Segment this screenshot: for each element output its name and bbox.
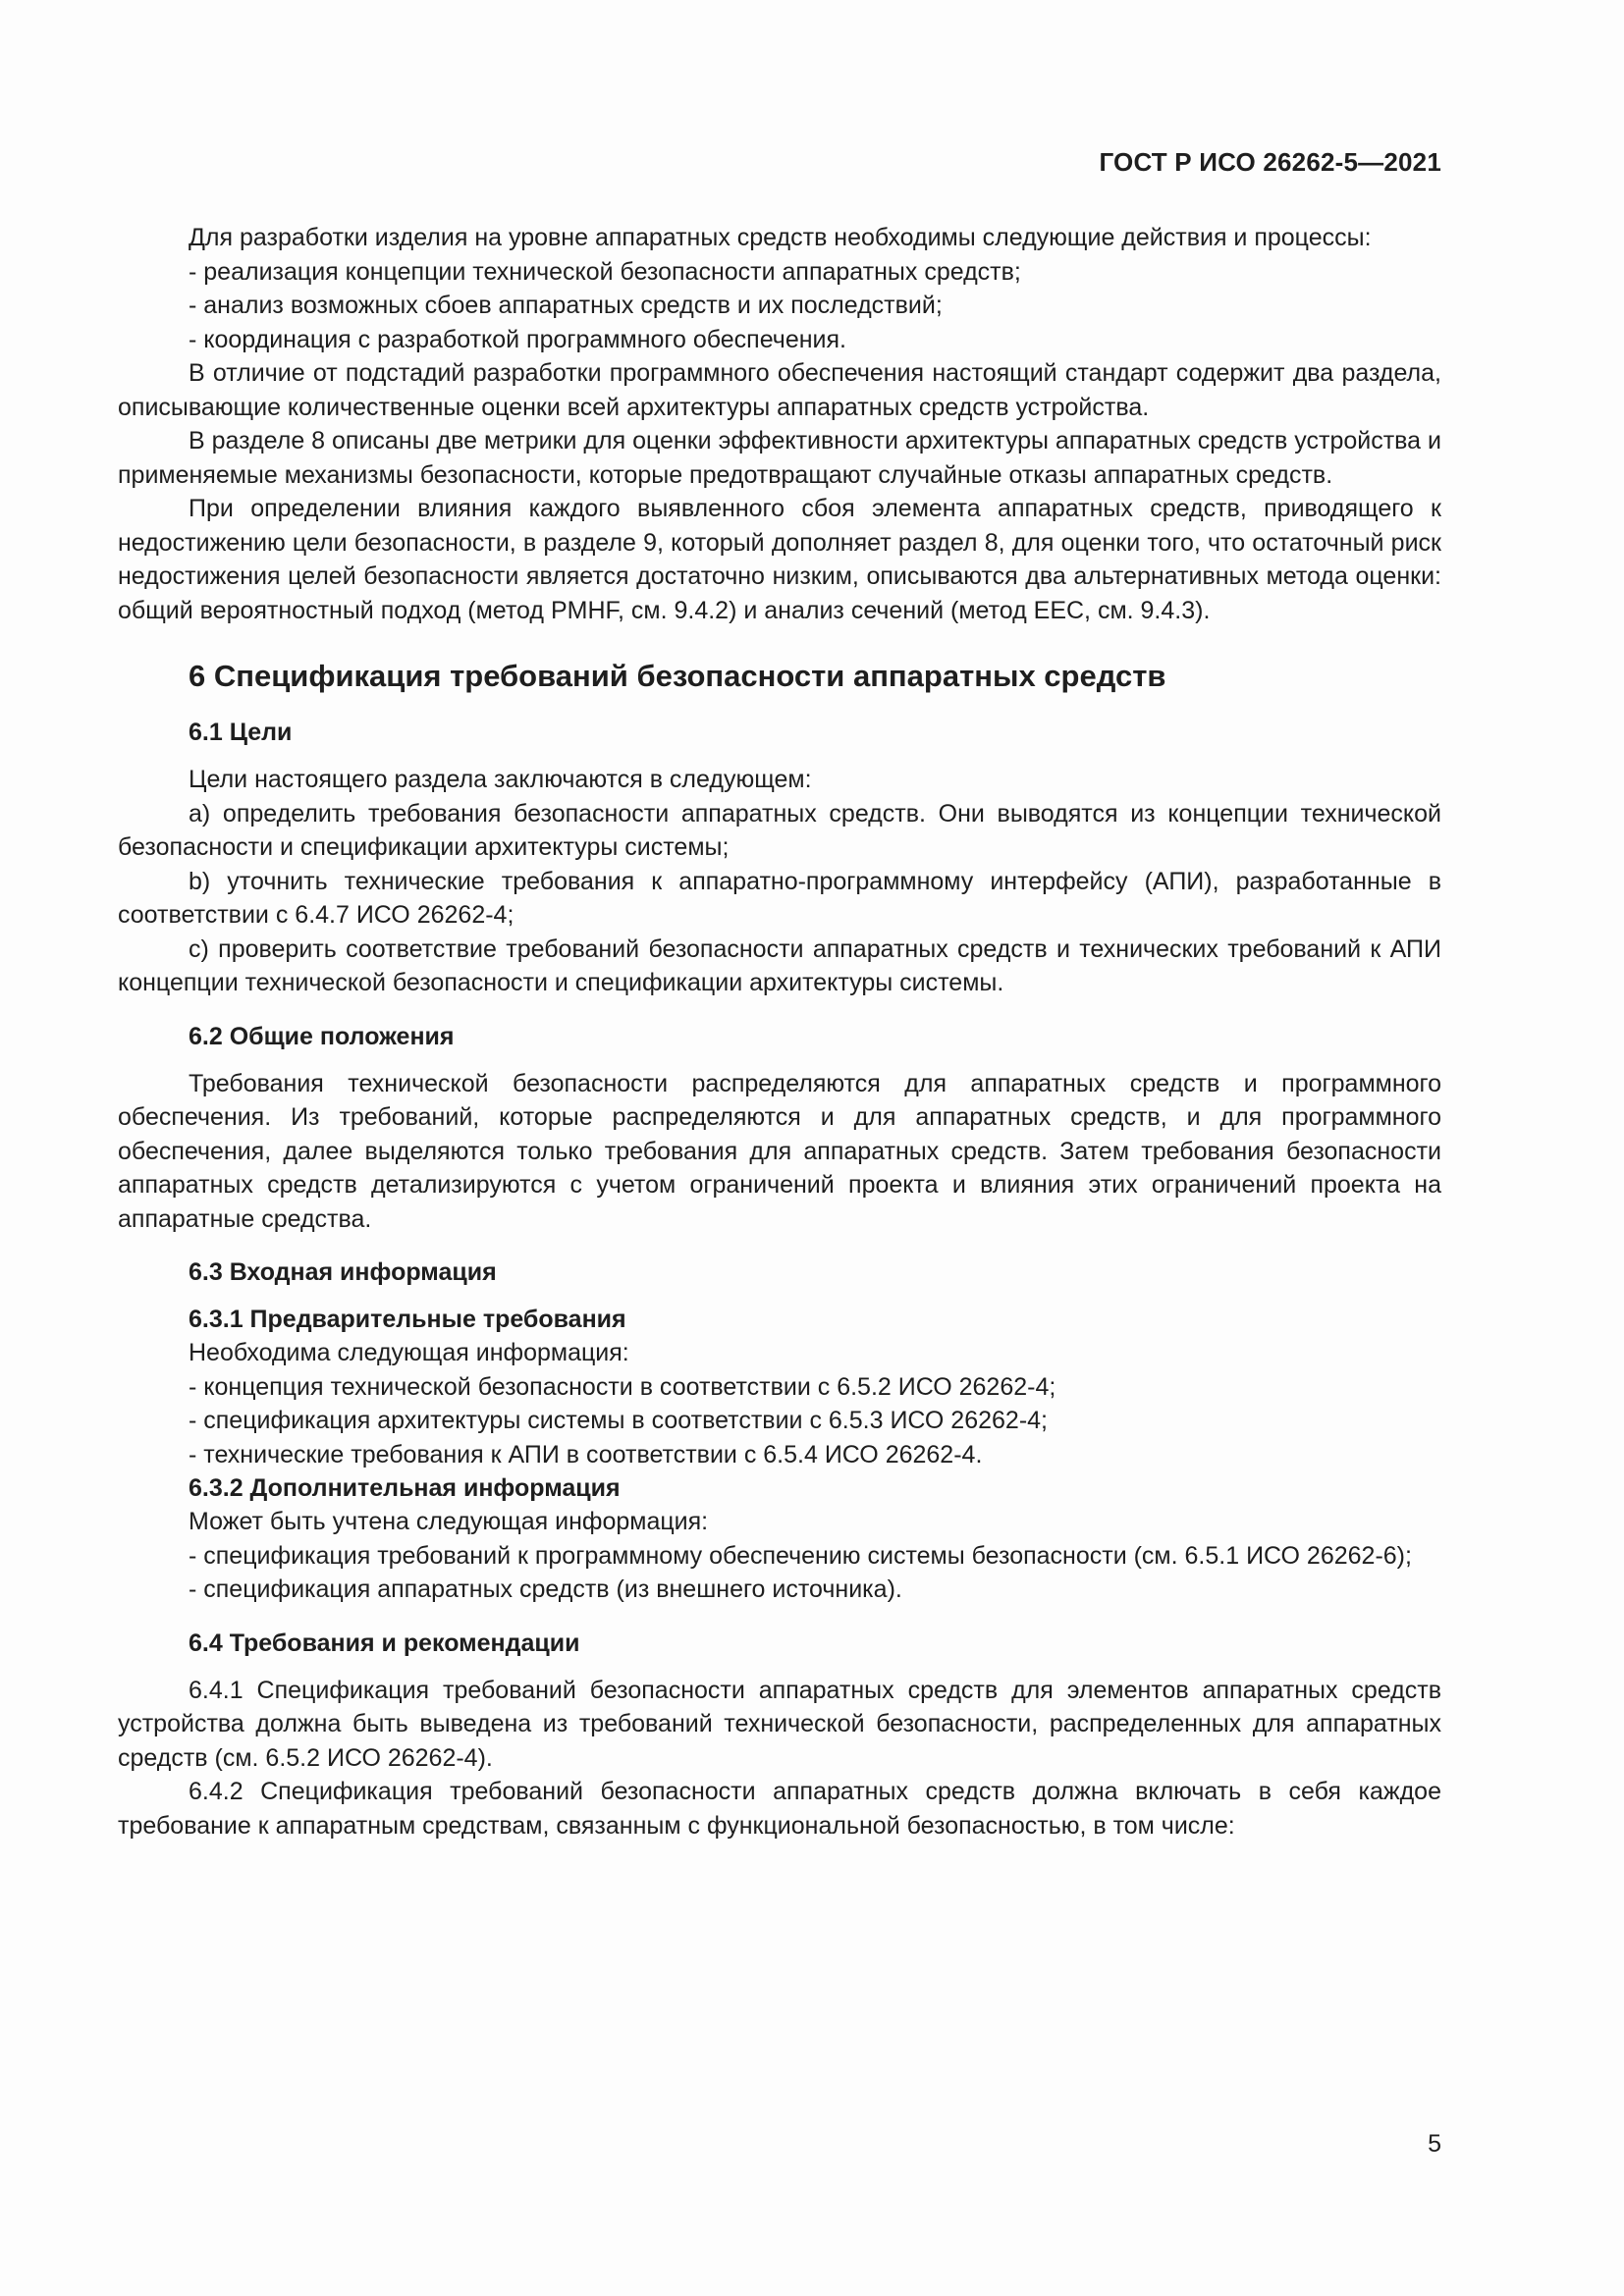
section-6-heading: 6 Спецификация требований безопасности аппаратных средств [189, 659, 1166, 693]
section-6-1-item-b: b) уточнить технические требования к аппаратно-программному интерфейсу (АПИ), разработанные в соответствии с 6.4.7 ИСО 26262-4; [118, 867, 1441, 929]
section-6-3-2-heading: 6.3.2 Дополнительная информация [189, 1474, 621, 1502]
page-content [118, 221, 1441, 1842]
section-6-3-1-item-2: - спецификация архитектуры системы в соответствии с 6.5.3 ИСО 26262-4; [189, 1407, 1048, 1434]
page-number: 5 [1428, 2130, 1441, 2158]
section-6-4-2-paragraph: 6.4.2 Спецификация требований безопасности аппаратных средств должна включать в себя каждое требование к аппаратным средствам, связанным с функциональной безопасностью, в том числе: [118, 1778, 1441, 1840]
section-6-3-2-item-1: - спецификация требований к программному обеспечению системы безопасности (см. 6.5.1 ИСО 26262-6); [189, 1541, 1412, 1570]
section-6-3-2-item-2: - спецификация аппаратных средств (из внешнего источника). [189, 1575, 902, 1603]
section-6-3-1-paragraph: Необходима следующая информация: [189, 1339, 629, 1366]
intro-list-item-1: - реализация концепции технической безопасности аппаратных средств; [189, 257, 1021, 286]
intro-list-item-3: - координация с разработкой программного обеспечения. [189, 325, 846, 353]
intro-list-item-2: - анализ возможных сбоев аппаратных средств и их последствий; [189, 292, 943, 319]
document-code-header: ГОСТ Р ИСО 26262-5—2021 [1099, 147, 1441, 177]
intro-paragraph-1: Для разработки изделия на уровне аппаратных средств необходимы следующие действия и процессы: [189, 224, 1372, 251]
section-6-3-1-item-3: - технические требования к АПИ в соответствии с 6.5.4 ИСО 26262-4. [189, 1440, 983, 1468]
intro-paragraph-2: В отличие от подстадий разработки программного обеспечения настоящий стандарт содержит два раздела, описывающие количественные оценки всей архитектуры аппаратных средств устройства. [118, 359, 1441, 421]
section-6-3-heading: 6.3 Входная информация [189, 1258, 497, 1286]
intro-paragraph-4: При определении влияния каждого выявленного сбоя элемента аппаратных средств, приводящего к недостижению цели безопасности, в разделе 9, который дополняет раздел 8, для оценки того, что остаточный риск недостижения целей безопасности является достаточно низким, описываются два альтернативных метода оценки: общий вероятностный подход (метод PMHF, см. 9.4.2) и анализ сечений (метод ЕЕС, см. 9.4.3). [118, 495, 1441, 624]
section-6-3-1-item-1: - концепция технической безопасности в соответствии с 6.5.2 ИСО 26262-4; [189, 1372, 1056, 1401]
section-6-2-heading: 6.2 Общие положения [189, 1022, 455, 1050]
section-6-3-2-paragraph: Может быть учтена следующая информация: [189, 1508, 709, 1535]
section-6-1-paragraph: Цели настоящего раздела заключаются в следующем: [189, 766, 812, 793]
section-6-3-1-heading: 6.3.1 Предварительные требования [189, 1306, 626, 1333]
section-6-4-heading: 6.4 Требования и рекомендации [189, 1629, 580, 1657]
intro-paragraph-3: В разделе 8 описаны две метрики для оценки эффективности архитектуры аппаратных средств устройства и применяемые механизмы безопасности, которые предотвращают случайные отказы аппаратных средств. [118, 427, 1441, 489]
section-6-4-1-paragraph: 6.4.1 Спецификация требований безопасности аппаратных средств для элементов аппаратных средств устройства должна быть выведена из требований технической безопасности, распределенных для аппаратных средств (см. 6.5.2 ИСО 26262-4). [118, 1676, 1441, 1772]
section-6-1-item-c: c) проверить соответствие требований безопасности аппаратных средств и технических требований к АПИ концепции технической безопасности и спецификации архитектуры системы. [118, 934, 1441, 996]
section-6-1-heading: 6.1 Цели [189, 719, 293, 746]
section-6-2-paragraph: Требования технической безопасности распределяются для аппаратных средств и программного обеспечения. Из требований, которые распределяются и для аппаратных средств, и для программного обеспечения, далее выделяются только требования для аппаратных средств. Затем требования безопасности аппаратных средств детализируются с учетом ограничений проекта и влияния этих ограничений проекта на аппаратные средства. [118, 1069, 1441, 1233]
section-6-1-item-a: a) определить требования безопасности аппаратных средств. Они выводятся из концепции технической безопасности и спецификации архитектуры системы; [118, 799, 1441, 861]
